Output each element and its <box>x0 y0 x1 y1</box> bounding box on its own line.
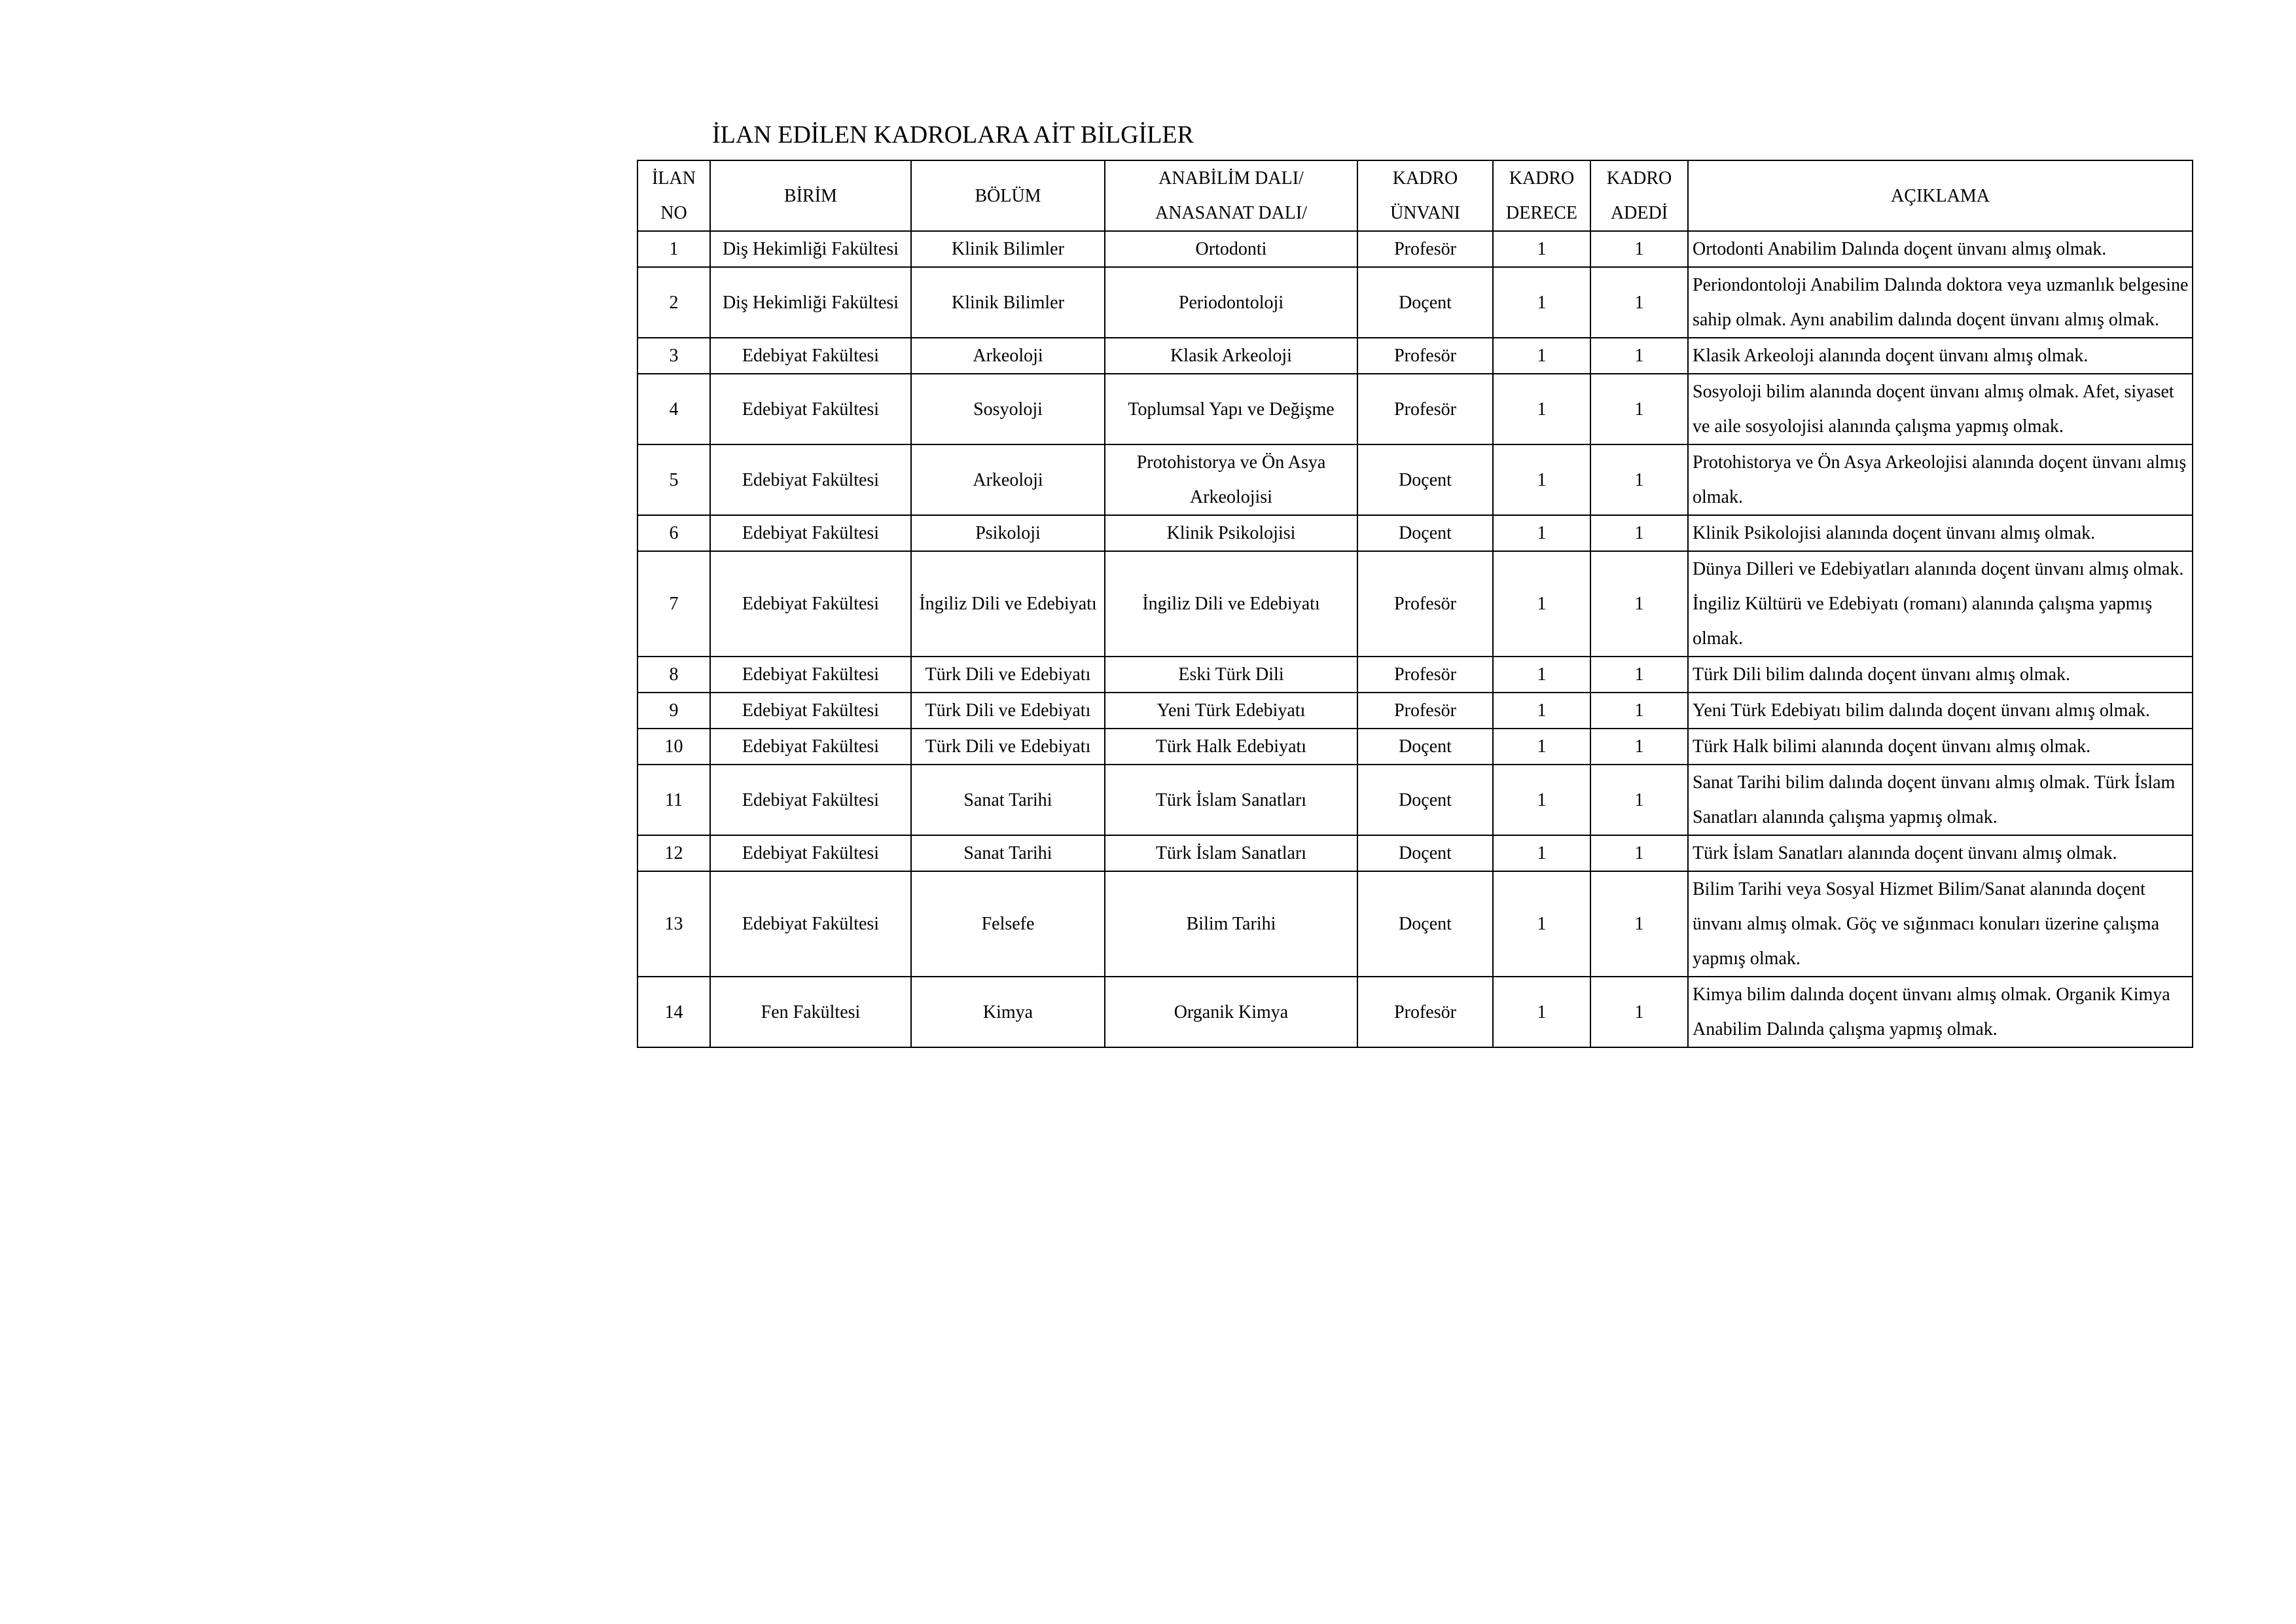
table-body <box>637 231 2193 1047</box>
cell-adet: 1 <box>1590 338 1688 374</box>
cell-bolum: Sanat Tarihi <box>911 765 1105 835</box>
cell-anabilim: İngiliz Dili ve Edebiyatı <box>1105 551 1357 657</box>
cell-bolum: Psikoloji <box>911 515 1105 551</box>
cell-aciklama: Klasik Arkeoloji alanında doçent ünvanı almış olmak. <box>1688 338 2193 374</box>
cell-birim: Diş Hekimliği Fakültesi <box>710 267 911 338</box>
table-row <box>637 871 2193 977</box>
cell-birim: Edebiyat Fakültesi <box>710 729 911 765</box>
table-row <box>637 765 2193 835</box>
cell-unvan: Doçent <box>1357 444 1493 515</box>
table-row <box>637 231 2193 267</box>
column-header-line: ÜNVANI <box>1390 203 1460 223</box>
cell-unvan: Profesör <box>1357 374 1493 444</box>
cell-birim: Edebiyat Fakültesi <box>710 835 911 871</box>
cell-derece: 1 <box>1493 871 1590 977</box>
cell-aciklama: Türk Halk bilimi alanında doçent ünvanı almış olmak. <box>1688 729 2193 765</box>
cell-unvan: Doçent <box>1357 871 1493 977</box>
cell-adet: 1 <box>1590 444 1688 515</box>
cell-adet: 1 <box>1590 693 1688 729</box>
cell-aciklama: Ortodonti Anabilim Dalında doçent ünvanı almış olmak. <box>1688 231 2193 267</box>
column-header-birim <box>710 160 911 231</box>
cell-adet: 1 <box>1590 657 1688 693</box>
cell-anabilim: Periodontoloji <box>1105 267 1357 338</box>
cell-birim: Edebiyat Fakültesi <box>710 374 911 444</box>
cell-anabilim: Toplumsal Yapı ve Değişme <box>1105 374 1357 444</box>
cell-ilan-no: 13 <box>637 871 710 977</box>
cell-adet: 1 <box>1590 551 1688 657</box>
cell-ilan-no: 8 <box>637 657 710 693</box>
cell-aciklama: Yeni Türk Edebiyatı bilim dalında doçent ünvanı almış olmak. <box>1688 693 2193 729</box>
cell-bolum: Türk Dili ve Edebiyatı <box>911 729 1105 765</box>
column-header-line: KADRO <box>1606 168 1672 189</box>
cell-ilan-no: 5 <box>637 444 710 515</box>
cell-adet: 1 <box>1590 729 1688 765</box>
cell-aciklama: Protohistorya ve Ön Asya Arkeolojisi alanında doçent ünvanı almış olmak. <box>1688 444 2193 515</box>
column-header-line: BİRİM <box>784 185 837 206</box>
table-row <box>637 444 2193 515</box>
cell-aciklama: Türk Dili bilim dalında doçent ünvanı almış olmak. <box>1688 657 2193 693</box>
table-header-row <box>637 160 2193 231</box>
cell-unvan: Doçent <box>1357 835 1493 871</box>
cell-birim: Edebiyat Fakültesi <box>710 871 911 977</box>
cell-bolum: Türk Dili ve Edebiyatı <box>911 657 1105 693</box>
column-header-line: NO <box>660 203 687 223</box>
cell-ilan-no: 1 <box>637 231 710 267</box>
cell-adet: 1 <box>1590 871 1688 977</box>
cell-birim: Edebiyat Fakültesi <box>710 765 911 835</box>
cell-birim: Edebiyat Fakültesi <box>710 444 911 515</box>
column-header-line: ANABİLİM DALI/ <box>1158 168 1304 189</box>
cell-derece: 1 <box>1493 729 1590 765</box>
cell-derece: 1 <box>1493 977 1590 1047</box>
cell-derece: 1 <box>1493 374 1590 444</box>
column-header-aciklama <box>1688 160 2193 231</box>
column-header-line: KADRO <box>1392 168 1458 189</box>
cell-derece: 1 <box>1493 338 1590 374</box>
cell-birim: Edebiyat Fakültesi <box>710 693 911 729</box>
cell-derece: 1 <box>1493 657 1590 693</box>
cell-derece: 1 <box>1493 444 1590 515</box>
cell-ilan-no: 6 <box>637 515 710 551</box>
cell-unvan: Doçent <box>1357 515 1493 551</box>
cell-ilan-no: 9 <box>637 693 710 729</box>
column-header-adet <box>1590 160 1688 231</box>
table-row <box>637 551 2193 657</box>
cell-ilan-no: 7 <box>637 551 710 657</box>
cell-adet: 1 <box>1590 835 1688 871</box>
cell-ilan-no: 2 <box>637 267 710 338</box>
cell-bolum: Klinik Bilimler <box>911 231 1105 267</box>
cell-derece: 1 <box>1493 835 1590 871</box>
cell-aciklama: Kimya bilim dalında doçent ünvanı almış olmak. Organik Kimya Anabilim Dalında çalışma yapmış olmak. <box>1688 977 2193 1047</box>
cell-anabilim: Klasik Arkeoloji <box>1105 338 1357 374</box>
cell-anabilim: Yeni Türk Edebiyatı <box>1105 693 1357 729</box>
cell-anabilim: Türk Halk Edebiyatı <box>1105 729 1357 765</box>
table-row <box>637 977 2193 1047</box>
cell-bolum: Kimya <box>911 977 1105 1047</box>
cell-bolum: Sanat Tarihi <box>911 835 1105 871</box>
column-header-line: BÖLÜM <box>975 185 1041 206</box>
positions-table <box>637 160 2193 1048</box>
cell-adet: 1 <box>1590 374 1688 444</box>
cell-ilan-no: 4 <box>637 374 710 444</box>
table-row <box>637 515 2193 551</box>
cell-bolum: İngiliz Dili ve Edebiyatı <box>911 551 1105 657</box>
cell-derece: 1 <box>1493 515 1590 551</box>
cell-ilan-no: 3 <box>637 338 710 374</box>
cell-aciklama: Sosyoloji bilim alanında doçent ünvanı almış olmak. Afet, siyaset ve aile sosyolojisi alanında çalışma yapmış olmak. <box>1688 374 2193 444</box>
column-header-anabilim <box>1105 160 1357 231</box>
cell-adet: 1 <box>1590 231 1688 267</box>
cell-anabilim: Ortodonti <box>1105 231 1357 267</box>
cell-adet: 1 <box>1590 267 1688 338</box>
column-header-unvan <box>1357 160 1493 231</box>
cell-aciklama: Türk İslam Sanatları alanında doçent ünvanı almış olmak. <box>1688 835 2193 871</box>
column-header-ilan-no <box>637 160 710 231</box>
cell-adet: 1 <box>1590 765 1688 835</box>
cell-unvan: Profesör <box>1357 977 1493 1047</box>
table-row <box>637 338 2193 374</box>
cell-birim: Edebiyat Fakültesi <box>710 338 911 374</box>
cell-bolum: Sosyoloji <box>911 374 1105 444</box>
cell-bolum: Klinik Bilimler <box>911 267 1105 338</box>
cell-adet: 1 <box>1590 977 1688 1047</box>
cell-unvan: Doçent <box>1357 765 1493 835</box>
cell-bolum: Felsefe <box>911 871 1105 977</box>
cell-birim: Edebiyat Fakültesi <box>710 657 911 693</box>
cell-unvan: Profesör <box>1357 693 1493 729</box>
cell-bolum: Arkeoloji <box>911 338 1105 374</box>
cell-anabilim: Türk İslam Sanatları <box>1105 765 1357 835</box>
cell-anabilim: Eski Türk Dili <box>1105 657 1357 693</box>
cell-aciklama: Dünya Dilleri ve Edebiyatları alanında doçent ünvanı almış olmak. İngiliz Kültürü ve Edebiyatı (romanı) alanında çalışma yapmış olmak. <box>1688 551 2193 657</box>
cell-anabilim: Klinik Psikolojisi <box>1105 515 1357 551</box>
cell-adet: 1 <box>1590 515 1688 551</box>
column-header-line: DERECE <box>1506 203 1577 223</box>
cell-unvan: Profesör <box>1357 231 1493 267</box>
cell-derece: 1 <box>1493 551 1590 657</box>
cell-unvan: Profesör <box>1357 338 1493 374</box>
column-header-line: ADEDİ <box>1610 203 1668 223</box>
column-header-bolum <box>911 160 1105 231</box>
table-row <box>637 729 2193 765</box>
cell-birim: Edebiyat Fakültesi <box>710 551 911 657</box>
table-row <box>637 693 2193 729</box>
cell-aciklama: Bilim Tarihi veya Sosyal Hizmet Bilim/Sanat alanında doçent ünvanı almış olmak. Göç ve sığınmacı konuları üzerine çalışma yapmış olmak. <box>1688 871 2193 977</box>
cell-derece: 1 <box>1493 231 1590 267</box>
table-row <box>637 835 2193 871</box>
column-header-line: KADRO <box>1509 168 1575 189</box>
cell-unvan: Profesör <box>1357 657 1493 693</box>
cell-unvan: Doçent <box>1357 729 1493 765</box>
cell-aciklama: Periondontoloji Anabilim Dalında doktora veya uzmanlık belgesine sahip olmak. Aynı anabilim dalında doçent ünvanı almış olmak. <box>1688 267 2193 338</box>
cell-ilan-no: 14 <box>637 977 710 1047</box>
cell-anabilim: Türk İslam Sanatları <box>1105 835 1357 871</box>
table-row <box>637 267 2193 338</box>
table-row <box>637 657 2193 693</box>
column-header-line: AÇIKLAMA <box>1891 185 1990 206</box>
document-title: İLAN EDİLEN KADROLARA AİT BİLGİLER <box>712 121 1194 149</box>
cell-anabilim: Protohistorya ve Ön Asya Arkeolojisi <box>1105 444 1357 515</box>
cell-aciklama: Klinik Psikolojisi alanında doçent ünvanı almış olmak. <box>1688 515 2193 551</box>
cell-ilan-no: 12 <box>637 835 710 871</box>
cell-birim: Edebiyat Fakültesi <box>710 515 911 551</box>
table-row <box>637 374 2193 444</box>
cell-ilan-no: 11 <box>637 765 710 835</box>
cell-birim: Diş Hekimliği Fakültesi <box>710 231 911 267</box>
column-header-derece <box>1493 160 1590 231</box>
cell-anabilim: Organik Kimya <box>1105 977 1357 1047</box>
cell-unvan: Doçent <box>1357 267 1493 338</box>
cell-birim: Fen Fakültesi <box>710 977 911 1047</box>
cell-anabilim: Bilim Tarihi <box>1105 871 1357 977</box>
cell-bolum: Türk Dili ve Edebiyatı <box>911 693 1105 729</box>
cell-ilan-no: 10 <box>637 729 710 765</box>
cell-unvan: Profesör <box>1357 551 1493 657</box>
column-header-line: ANASANAT DALI/ <box>1155 203 1308 223</box>
cell-derece: 1 <box>1493 267 1590 338</box>
cell-bolum: Arkeoloji <box>911 444 1105 515</box>
column-header-line: İLAN <box>652 168 696 189</box>
cell-derece: 1 <box>1493 693 1590 729</box>
cell-derece: 1 <box>1493 765 1590 835</box>
cell-aciklama: Sanat Tarihi bilim dalında doçent ünvanı almış olmak. Türk İslam Sanatları alanında çalışma yapmış olmak. <box>1688 765 2193 835</box>
